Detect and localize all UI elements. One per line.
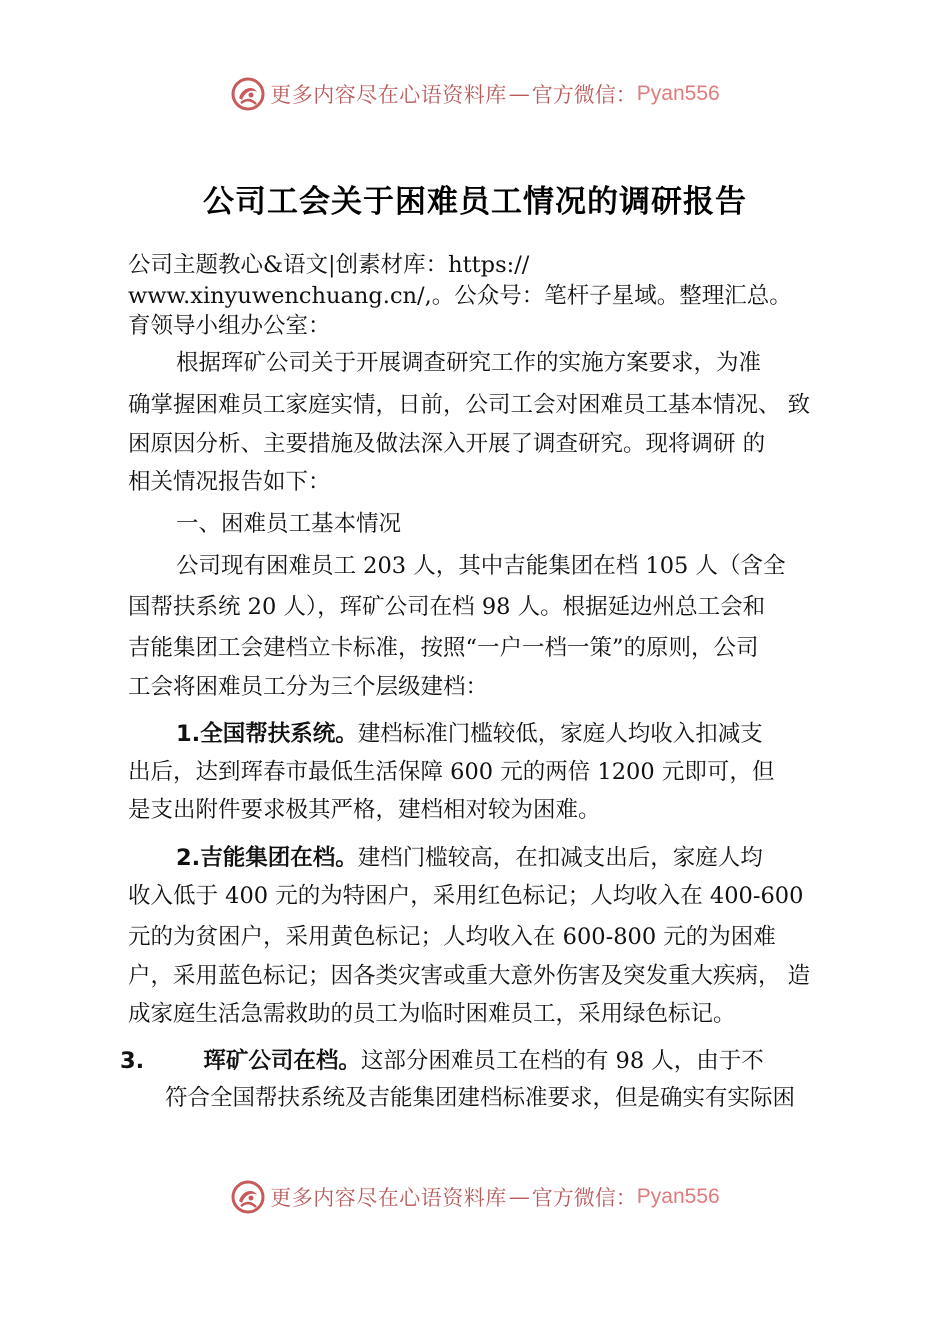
swirl-logo-icon [230, 1179, 266, 1215]
item1-line-3: 是支出附件要求极其严格，建档相对较为困难。 [128, 797, 601, 823]
intro-line-1: 公司主题教心&语文|创素材库：https:// [128, 252, 530, 278]
para2-line-1: 公司现有困难员工 203 人，其中吉能集团在档 105 人（含全 [176, 553, 786, 579]
banner-separator: — [508, 1185, 530, 1209]
header-watermark-banner [0, 74, 950, 114]
section-heading-1: 一、困难员工基本情况 [176, 511, 402, 537]
banner-wechat-label: 官方微信： [531, 83, 637, 107]
para2-line-3: 吉能集团工会建档立卡标准，按照“一户一档一策”的原则，公司 [128, 635, 759, 661]
item2-line-1: 2.吉能集团在档。建档门槛较高，在扣减支出后，家庭人均 [176, 845, 763, 871]
para1-line-3: 困原因分析、主要措施及做法深入开展了调查研究。现将调研 的 [128, 431, 766, 457]
item2-label: 2.吉能集团在档。 [176, 845, 358, 871]
banner-text: 更多内容尽在心语资料库 [270, 1186, 507, 1210]
para1-line-1: 根据珲矿公司关于开展调查研究工作的实施方案要求，为准 [176, 350, 762, 376]
footer-watermark-banner [0, 1177, 950, 1217]
item3-line-1: 3. 珲矿公司在档。这部分困难员工在档的有 98 人，由于不 [120, 1048, 764, 1074]
swirl-logo-icon [230, 76, 266, 112]
item2-line-3: 元的为贫困户，采用黄色标记；人均收入在 600-800 元的为困难 [128, 924, 776, 950]
para2-line-4: 工会将困难员工分为三个层级建档： [128, 674, 489, 700]
item2-line-2: 收入低于 400 元的为特困户，采用红色标记；人均收入在 400-600 [128, 883, 804, 909]
para1-line-4: 相关情况报告如下： [128, 469, 331, 495]
banner-separator: — [508, 82, 530, 106]
item3-line-2: 符合全国帮扶系统及吉能集团建档标准要求，但是确实有实际困 [165, 1085, 796, 1111]
item1-label: 1.全国帮扶系统。 [176, 721, 358, 747]
banner-wechat-id: Pyan556 [636, 82, 720, 105]
document-title: 公司工会关于困难员工情况的调研报告 [203, 184, 747, 220]
intro-line-2: www.xinyuwenchuang.cn/,。公众号：笔杆子星域。整理汇总。 [128, 283, 792, 309]
item3-label: 珲矿公司在档。 [203, 1048, 361, 1074]
intro-line-3: 育领导小组办公室： [128, 313, 331, 339]
banner-wechat-label: 官方微信： [531, 1186, 637, 1210]
item3-number: 3. [120, 1048, 145, 1074]
item2-line-5: 成家庭生活急需救助的员工为临时困难员工，采用绿色标记。 [128, 1001, 736, 1027]
item1-line-1: 1.全国帮扶系统。建档标准门槛较低，家庭人均收入扣减支 [176, 721, 763, 747]
banner-wechat-id: Pyan556 [636, 1185, 720, 1208]
item1-line-2: 出后，达到珲春市最低生活保障 600 元的两倍 1200 元即可，但 [128, 759, 775, 785]
banner-text: 更多内容尽在心语资料库 [270, 83, 507, 107]
para2-line-2: 国帮扶系统 20 人），珲矿公司在档 98 人。根据延边州总工会和 [128, 594, 766, 620]
item2-line-4: 户，采用蓝色标记；因各类灾害或重大意外伤害及突发重大疾病， 造 [128, 963, 811, 989]
para1-line-2: 确掌握困难员工家庭实情，日前，公司工会对困难员工基本情况、 致 [128, 392, 811, 418]
